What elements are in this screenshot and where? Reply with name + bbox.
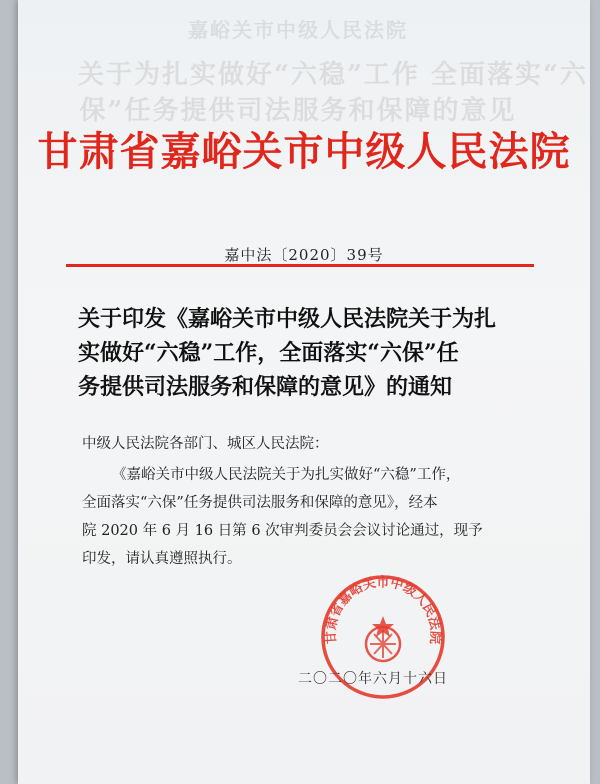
- body-line: 印发，请认真遵照执行。: [82, 551, 242, 567]
- body-line: 全面落实“六保”任务提供司法服务和保障的意见》，经本: [82, 495, 438, 511]
- title-line: 务提供司法服务和保障的意见》的通知: [78, 374, 453, 400]
- document-page: [18, 0, 590, 784]
- bleed-through-line-1: 嘉峪关市中级人民法院: [188, 18, 408, 42]
- title-line: 实做好“六稳”工作，全面落实“六保”任: [78, 340, 459, 366]
- bleed-through-line-2: 关于为扎实做好“六稳”工作 全面落实“六: [78, 60, 588, 90]
- issuer-masthead: 甘肃省嘉峪关市中级人民法院: [37, 128, 571, 175]
- salutation: 中级人民法院各部门、城区人民法院：: [82, 436, 329, 452]
- body-paragraph: [82, 461, 534, 573]
- body-line: 院 2020 年 6 月 16 日第 6 次审判委员会会议讨论通过，现予: [82, 523, 483, 539]
- body-line: 《嘉峪关市中级人民法院关于为扎实做好“六稳”工作，: [112, 467, 461, 483]
- seal-text: 甘肃省嘉峪关市中级人民法院: [323, 575, 443, 645]
- bleed-through-line-3: 保”任务提供司法服务和保障的意见: [79, 96, 517, 126]
- issue-date: 二〇二〇年六月十六日: [298, 671, 448, 687]
- notice-title: [78, 302, 538, 404]
- red-divider: [66, 264, 534, 267]
- title-line: 关于印发《嘉峪关市中级人民法院关于为扎: [78, 306, 497, 332]
- document-number: 嘉中法〔2020〕39号: [224, 246, 384, 264]
